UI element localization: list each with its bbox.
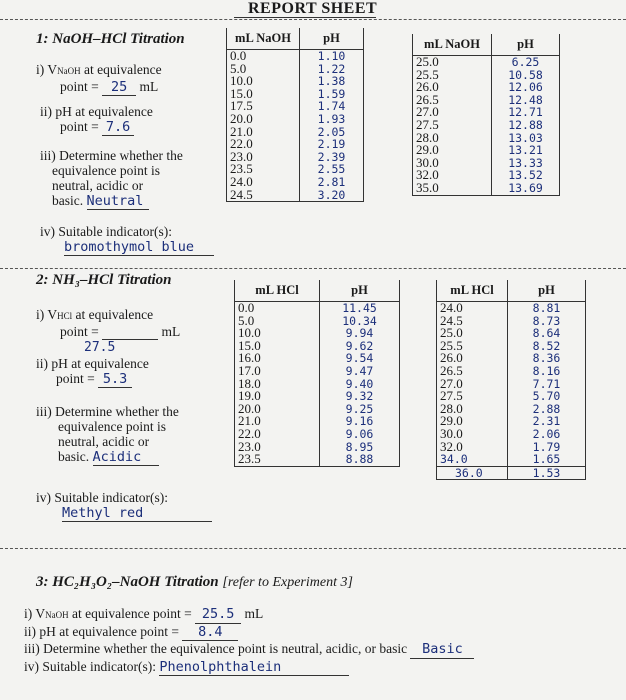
cell-ph: 13.69 [492, 182, 560, 195]
divider-section2 [0, 268, 626, 269]
section2-table-right [436, 280, 586, 480]
section1-table-left-body [227, 50, 364, 202]
cell-ph: 1.93 [300, 113, 364, 126]
section3-q4-answer[interactable]: Phenolphthalein [159, 660, 349, 677]
section1-q4-answer[interactable]: bromothymol blue [64, 240, 214, 256]
section3-note: [refer to Experiment 3] [222, 575, 353, 590]
section1-table-right-body [413, 56, 560, 196]
cell-ml: 26.5 [437, 365, 508, 378]
cell-ml: 22.0 [227, 138, 300, 151]
section2-q4-answer[interactable]: Methyl red [62, 506, 212, 522]
col-header-ph: pH [320, 280, 400, 302]
section1-q3-answer[interactable]: Neutral [87, 194, 149, 210]
cell-ph: 11.45 [320, 302, 400, 315]
cell-ph: 2.39 [300, 151, 364, 164]
cell-ph: 12.48 [492, 94, 560, 107]
cell-ph: 1.10 [300, 50, 364, 63]
section1-q1: i) VNaOH at equivalence point = 25 mL [36, 62, 162, 95]
cell-ml: 17.5 [227, 100, 300, 113]
col-header-ph: pH [492, 34, 560, 56]
col-header-ml: mL NaOH [227, 28, 300, 50]
cell-ph: 13.33 [492, 157, 560, 170]
cell-ml: 0.0 [227, 50, 300, 63]
divider-section3 [0, 548, 626, 549]
cell-ml: 25.5 [437, 340, 508, 353]
cell-ml: 23.5 [235, 453, 320, 466]
cell-ml: 10.0 [235, 327, 320, 340]
cell-ml: 23.0 [235, 441, 320, 454]
cell-ph: 8.52 [508, 340, 586, 353]
divider-top [0, 19, 626, 20]
section1-q3: iii) Determine whether the equivalence point is neutral, acidic or basic. Neutral [40, 148, 183, 209]
table-row-extra [437, 453, 586, 466]
cell-ph: 1.38 [300, 75, 364, 88]
cell-ml: 35.0 [413, 182, 492, 195]
section1-title: 1: NaOH–HCl Titration [36, 31, 185, 47]
cell-ml: 23.5 [227, 163, 300, 176]
cell-ml: 22.0 [235, 428, 320, 441]
cell-ph: 9.25 [320, 403, 400, 416]
cell-ml: 16.0 [235, 352, 320, 365]
cell-ph: 2.81 [300, 176, 364, 189]
cell-ml: 24.5 [437, 315, 508, 328]
cell-ph: 9.54 [320, 352, 400, 365]
section3-q2-answer[interactable]: 8.4 [182, 625, 238, 642]
cell-ph: 9.62 [320, 340, 400, 353]
section2-q2: ii) pH at equivalence point = 5.3 [36, 356, 149, 387]
cell-ph: 8.88 [320, 453, 400, 466]
cell-ph: 8.16 [508, 365, 586, 378]
cell-ml: 27.0 [437, 378, 508, 391]
cell-ml: 20.0 [235, 403, 320, 416]
section3-header [36, 574, 353, 591]
table-row-last [437, 466, 586, 480]
section3-q1-answer[interactable]: 25.5 [195, 607, 241, 624]
cell-ml: 32.0 [413, 169, 492, 182]
cell-ph: 8.95 [320, 441, 400, 454]
section2-q1: i) VHCl at equivalence point = mL 27.5 [36, 307, 216, 355]
cell-ph: 10.58 [492, 69, 560, 82]
section2-q3: iii) Determine whether the equivalence point is neutral, acidic or basic. Acidic [36, 404, 179, 465]
cell-ml: 20.0 [227, 113, 300, 126]
cell-ml: 27.5 [413, 119, 492, 132]
cell-ph: 9.94 [320, 327, 400, 340]
section1-q2: ii) pH at equivalence point = 7.6 [40, 104, 153, 135]
cell-ph: 9.47 [320, 365, 400, 378]
cell-ph: 1.74 [300, 100, 364, 113]
cell-ph: 1.59 [300, 88, 364, 101]
cell-ph: 2.55 [300, 163, 364, 176]
section3-q3: iii) Determine whether the equivalence point is neutral, acidic, or basic Basic [24, 641, 614, 659]
section2-title: 2: NH₃–HCl Titration [36, 272, 172, 288]
section2-q3-answer[interactable]: Acidic [93, 450, 159, 466]
cell-ml: 24.5 [227, 189, 300, 202]
cell-ml: 25.0 [437, 327, 508, 340]
cell-ph: 2.31 [508, 415, 586, 428]
cell-ml: 23.0 [227, 151, 300, 164]
section1-table-right [412, 34, 560, 196]
cell-ph: 8.36 [508, 352, 586, 365]
col-header-ml: mL NaOH [413, 34, 492, 56]
section2-table-left [234, 280, 400, 467]
cell-ph: 9.40 [320, 378, 400, 391]
cell-ml: 26.0 [413, 81, 492, 94]
cell-ph: 5.70 [508, 390, 586, 403]
section1-q4: iv) Suitable indicator(s): bromothymol blue [40, 224, 240, 256]
cell-ph: 10.34 [320, 315, 400, 328]
cell-ph: 12.88 [492, 119, 560, 132]
col-header-ph: pH [508, 280, 586, 302]
cell-ml: 21.0 [227, 126, 300, 139]
cell-ph: 7.71 [508, 378, 586, 391]
section3-q2: ii) pH at equivalence point = 8.4 [24, 624, 614, 642]
cell-ph: 13.21 [492, 144, 560, 157]
cell-ml: 25.0 [413, 56, 492, 69]
cell-ml: 17.0 [235, 365, 320, 378]
cell-ml: 0.0 [235, 302, 320, 315]
cell-ph: 6.25 [492, 56, 560, 69]
cell-ml: 10.0 [227, 75, 300, 88]
col-header-ph: pH [300, 28, 364, 50]
title-underline [234, 17, 376, 18]
section1-table-left [226, 28, 364, 202]
section2-q2-answer[interactable]: 5.3 [98, 372, 132, 388]
cell-ml: 26.0 [437, 352, 508, 365]
cell-ml: 30.0 [437, 428, 508, 441]
cell-ph: 2.06 [508, 428, 586, 441]
cell-ml: 18.0 [235, 378, 320, 391]
cell-ph: 8.81 [508, 302, 586, 315]
cell-ml: 25.5 [413, 69, 492, 82]
cell-ph: 2.88 [508, 403, 586, 416]
col-header-ml: mL HCl [437, 280, 508, 302]
cell-ml: 28.0 [413, 132, 492, 145]
cell-ml: 19.0 [235, 390, 320, 403]
section3-questions [24, 606, 614, 676]
cell-ml: 24.0 [227, 176, 300, 189]
cell-ml: 29.0 [413, 144, 492, 157]
cell-ph: 13.03 [492, 132, 560, 145]
table-row [227, 189, 364, 202]
cell-ml: 5.0 [227, 63, 300, 76]
section3-q1: i) VNaOH at equivalence point = 25.5 mL [24, 606, 264, 622]
col-header-ml: mL HCl [235, 280, 320, 302]
cell-ml: 15.0 [235, 340, 320, 353]
cell-ml: 26.5 [413, 94, 492, 107]
cell-ml: 24.0 [437, 302, 508, 315]
section2-q4: iv) Suitable indicator(s): Methyl red [36, 490, 236, 522]
cell-ph: 9.32 [320, 390, 400, 403]
section1-q1-answer[interactable]: 25 [102, 80, 136, 96]
cell-ph: 13.52 [492, 169, 560, 182]
cell-ph: 8.64 [508, 327, 586, 340]
cell-ph: 2.05 [300, 126, 364, 139]
cell-ph: 1.79 [508, 441, 586, 454]
cell-ph: 2.19 [300, 138, 364, 151]
cell-ml: 29.0 [437, 415, 508, 428]
section2-table-right-body [437, 302, 586, 454]
table-row [413, 182, 560, 195]
section3-q3-answer[interactable]: Basic [410, 642, 474, 659]
cell-ml: 15.0 [227, 88, 300, 101]
cell-ml: 28.0 [437, 403, 508, 416]
table-row [227, 50, 364, 63]
cell-ml: 34.0 [437, 453, 508, 466]
section1-q2-answer[interactable]: 7.6 [102, 120, 134, 136]
cell-ph: 9.16 [320, 415, 400, 428]
cell-ph: 12.06 [492, 81, 560, 94]
cell-ph: 1.65 [508, 453, 586, 466]
cell-ml: 5.0 [235, 315, 320, 328]
table-row [235, 302, 400, 315]
table-row [235, 453, 400, 466]
cell-ml: 21.0 [235, 415, 320, 428]
section2-table-left-body [235, 302, 400, 467]
cell-ml: 27.5 [437, 390, 508, 403]
cell-ml: 32.0 [437, 441, 508, 454]
section3-title: 3: HC₂H₃O₂–NaOH Titration [36, 574, 219, 590]
section2-q1-answer[interactable]: 27.5 [84, 340, 116, 355]
cell-ph: 1.22 [300, 63, 364, 76]
cell-ph: 1.53 [508, 466, 586, 480]
cell-ph: 12.71 [492, 106, 560, 119]
report-title: REPORT SHEET [248, 0, 378, 17]
cell-ml: 36.0 [437, 466, 508, 480]
cell-ph: 8.73 [508, 315, 586, 328]
cell-ph: 9.06 [320, 428, 400, 441]
section3-q4: iv) Suitable indicator(s): Phenolphthalein [24, 659, 614, 677]
cell-ml: 30.0 [413, 157, 492, 170]
cell-ph: 3.20 [300, 189, 364, 202]
cell-ml: 27.0 [413, 106, 492, 119]
